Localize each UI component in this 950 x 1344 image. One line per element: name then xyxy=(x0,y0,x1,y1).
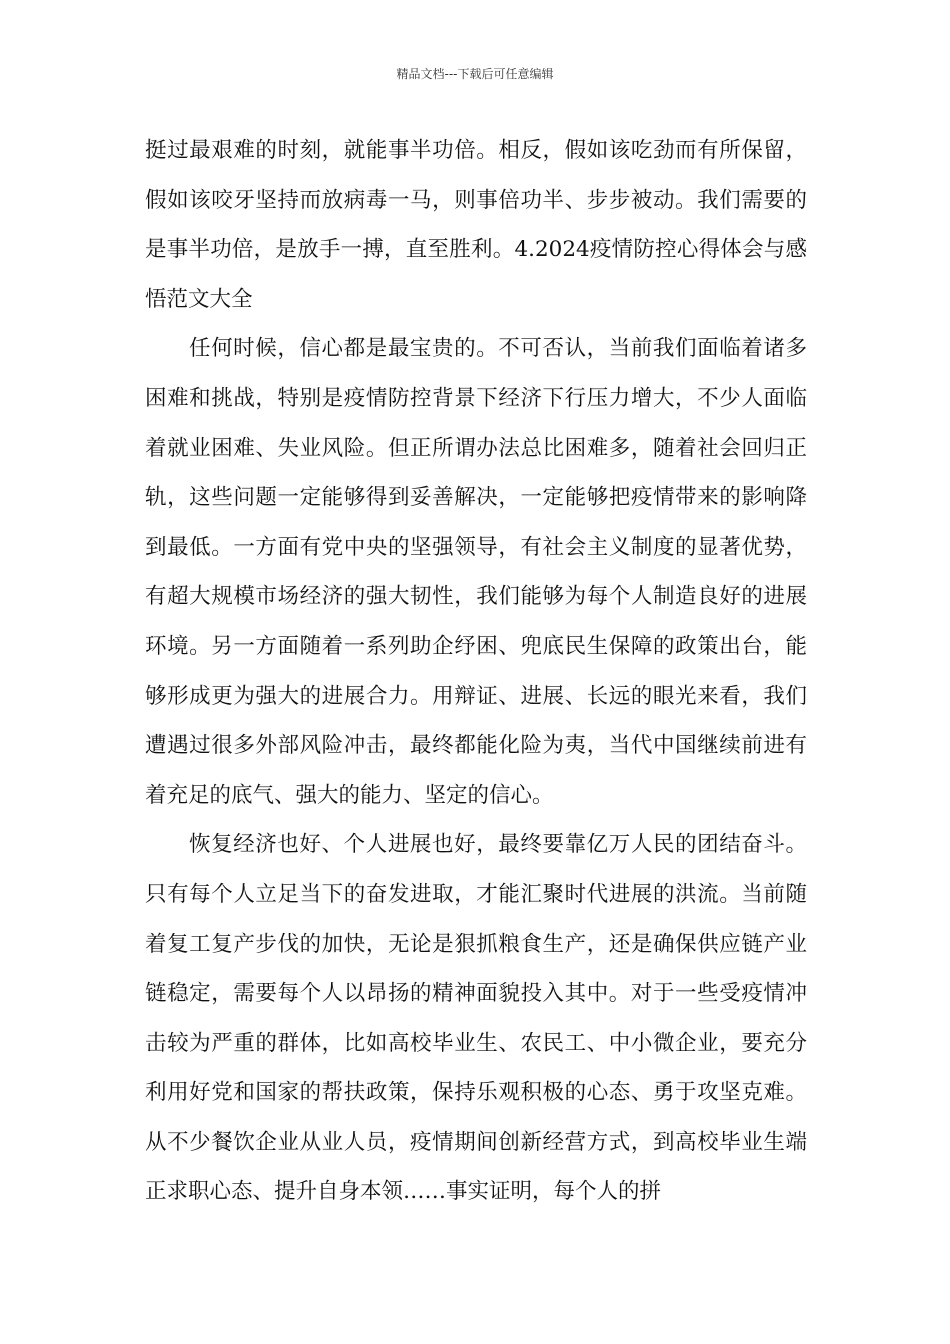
paragraph-confidence: 任何时候，信心都是最宝贵的。不可否认，当前我们面临着诸多困难和挑战，特别是疫情防控背景下经济下行压力增大，不少人面临着就业困难、失业风险。但正所谓办法总比困难多，随着社会回归正轨，这些问题一定能够得到妥善解决，一定能够把疫情带来的影响降到最低。一方面有党中央的坚强领导，有社会主义制度的显著优势，有超大规模市场经济的强大韧性，我们能够为每个人制造良好的进展环境。另一方面随着一系列助企纾困、兜底民生保障的政策出台，能够形成更为强大的进展合力。用辩证、进展、长远的眼光来看，我们遭遇过很多外部风险冲击，最终都能化险为夷，当代中国继续前进有着充足的底气、强大的能力、坚定的信心。 xyxy=(145,336,807,808)
paragraph-continued: 挺过最艰难的时刻，就能事半功倍。相反，假如该吃劲而有所保留，假如该咬牙坚持而放病毒一马，则事倍功半、步步被动。我们需要的是事半功倍，是放手一搏，直至胜利。4.2024疫情防控心得体会与感悟范文大全 xyxy=(145,138,807,312)
page-header: 精品文档---下载后可任意编辑 xyxy=(396,67,554,81)
paragraph-economy-recovery: 恢复经济也好、个人进展也好，最终要靠亿万人民的团结奋斗。只有每个人立足当下的奋发进取，才能汇聚时代进展的洪流。当前随着复工复产步伐的加快，无论是狠抓粮食生产，还是确保供应链产业链稳定，需要每个人以昂扬的精神面貌投入其中。对于一些受疫情冲击较为严重的群体，比如高校毕业生、农民工、中小微企业，要充分利用好党和国家的帮扶政策，保持乐观积极的心态、勇于攻坚克难。从不少餐饮企业从业人员，疫情期间创新经营方式，到高校毕业生端正求职心态、提升自身本领……事实证明，每个人的拼 xyxy=(145,832,807,1205)
document-body xyxy=(145,126,807,1217)
